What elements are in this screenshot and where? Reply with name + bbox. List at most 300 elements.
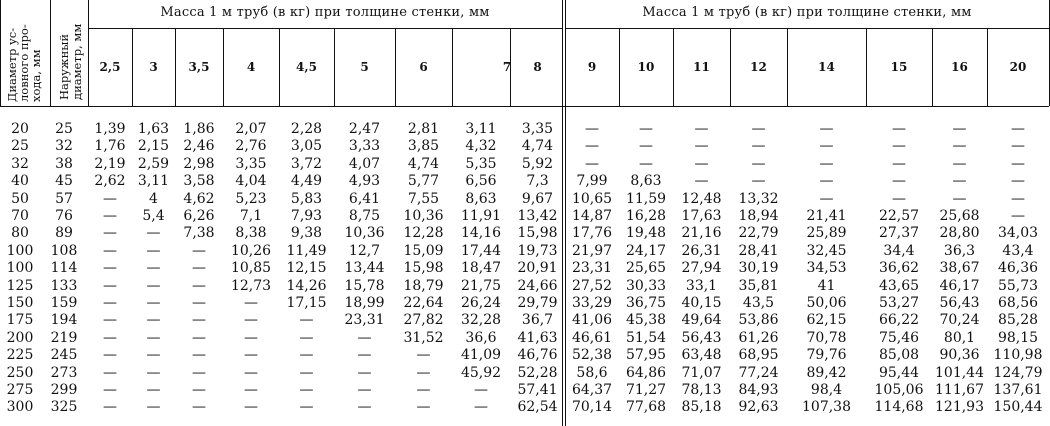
- table-cell: 64,37: [571, 382, 613, 398]
- table-cell: 100: [6, 242, 34, 259]
- table-cell: 21,41: [806, 208, 847, 224]
- table-cell: 32: [55, 138, 73, 155]
- table-cell: 68,95: [738, 347, 779, 364]
- table-cell: 10,36: [344, 225, 385, 242]
- table-cell: 8,63: [630, 173, 662, 190]
- table-cell: 24,17: [625, 242, 667, 259]
- table-cell: —: [103, 329, 117, 346]
- table-cell: 19,48: [625, 225, 667, 242]
- table-cell: 19,73: [517, 242, 558, 259]
- table-cell: 25: [11, 138, 29, 155]
- table-cell: 3,35: [521, 121, 554, 137]
- table-cell: 325: [50, 399, 78, 416]
- table-cell: 3,72: [290, 155, 323, 172]
- table-cell: —: [103, 382, 117, 398]
- table-cell: —: [103, 190, 117, 207]
- table-cell: —: [892, 190, 906, 207]
- table-cell: —: [103, 260, 117, 277]
- table-cell: 3,05: [290, 138, 323, 155]
- table-cell: 3,11: [137, 173, 170, 190]
- thickness-header: 5: [360, 60, 369, 74]
- table-cell: —: [357, 382, 372, 398]
- table-cell: 6,26: [183, 208, 215, 224]
- table-cell: 133: [50, 277, 78, 294]
- table-cell: —: [244, 399, 258, 416]
- table-cell: —: [474, 382, 488, 398]
- thickness-header: 4,5: [296, 60, 317, 74]
- table-cell: —: [244, 329, 258, 346]
- table-cell: 2,98: [183, 155, 215, 172]
- table-cell: 105,06: [874, 382, 924, 398]
- table-cell: 273: [50, 364, 78, 381]
- table-cell: —: [192, 382, 206, 398]
- table-cell: 33,1: [685, 277, 718, 294]
- table-cell: 27,52: [571, 277, 613, 294]
- table-cell: 58,6: [576, 364, 608, 381]
- table-cell: 45: [55, 173, 73, 190]
- table-cell: 2,46: [183, 138, 215, 155]
- table-cell: 84,93: [738, 382, 779, 398]
- table-cell: 2,76: [235, 138, 267, 155]
- table-cell: —: [892, 138, 906, 155]
- table-cell: 3,85: [407, 138, 440, 155]
- table-cell: 41,06: [571, 312, 613, 329]
- table-cell: 225: [6, 347, 34, 364]
- table-cell: 62,15: [806, 312, 847, 329]
- table-cell: —: [103, 364, 117, 381]
- table-cell: 25: [55, 121, 73, 137]
- table-cell: 18,94: [738, 208, 779, 224]
- table-cell: 200: [6, 329, 34, 346]
- thickness-header: 4: [246, 60, 256, 74]
- table-cell: 36,7: [521, 312, 554, 329]
- table-cell: 85,08: [878, 347, 920, 364]
- table-cell: 4,07: [348, 155, 381, 172]
- table-cell: —: [694, 155, 709, 172]
- table-cell: 34,53: [806, 260, 847, 277]
- table-cell: 27,82: [403, 312, 444, 329]
- table-cell: 3,58: [183, 173, 215, 190]
- table-cell: —: [751, 155, 766, 172]
- table-cell: 10,85: [230, 260, 272, 277]
- table-cell: 46,61: [571, 329, 613, 346]
- table-cell: 43,4: [1002, 242, 1034, 259]
- table-cell: 57,95: [625, 347, 667, 364]
- table-cell: 7,93: [290, 208, 323, 224]
- table-cell: —: [299, 347, 314, 364]
- thickness-header: 3,5: [188, 60, 210, 74]
- table-cell: 27,94: [681, 260, 722, 277]
- table-cell: 10,26: [230, 242, 272, 259]
- table-cell: 13,44: [344, 260, 385, 277]
- table-cell: 219: [50, 329, 78, 346]
- table-cell: 77,68: [625, 399, 667, 416]
- table-cell: 35,81: [738, 277, 779, 294]
- table-cell: —: [244, 364, 258, 381]
- table-cell: —: [146, 312, 161, 329]
- row-label-line: ловного про-: [17, 24, 31, 102]
- thickness-header: 15: [890, 60, 908, 74]
- table-cell: —: [357, 329, 372, 346]
- table-cell: 100: [6, 260, 34, 277]
- table-cell: 80: [11, 225, 29, 242]
- table-cell: —: [892, 155, 906, 172]
- thickness-header: 2,5: [99, 60, 121, 74]
- table-cell: 16,28: [625, 208, 667, 224]
- thickness-header: 14: [818, 60, 835, 74]
- table-cell: —: [357, 364, 372, 381]
- table-cell: 8,63: [465, 190, 497, 207]
- table-cell: 8,38: [235, 225, 267, 242]
- table-cell: 64,86: [625, 364, 667, 381]
- table-cell: 21,97: [571, 242, 613, 259]
- table-cell: —: [299, 364, 314, 381]
- table-cell: 75,46: [878, 329, 920, 346]
- table-cell: 125: [6, 277, 34, 294]
- table-cell: 114,68: [874, 399, 924, 416]
- table-cell: —: [357, 347, 372, 364]
- table-cell: 92,63: [738, 399, 779, 416]
- table-cell: 11,91: [460, 208, 502, 224]
- table-cell: 1,39: [94, 121, 126, 137]
- table-cell: —: [416, 382, 431, 398]
- table-cell: —: [192, 347, 206, 364]
- table-cell: 78,13: [681, 382, 722, 398]
- table-cell: 108: [50, 242, 78, 259]
- table-cell: 85,18: [681, 399, 722, 416]
- thickness-header: 9: [587, 60, 597, 74]
- table-cell: 14,26: [286, 277, 327, 294]
- table-cell: 70: [11, 208, 29, 224]
- table-cell: —: [639, 138, 653, 155]
- table-cell: 41,63: [517, 329, 558, 346]
- table-cell: —: [192, 329, 206, 346]
- table-cell: —: [585, 155, 599, 172]
- table-cell: 46,76: [517, 347, 558, 364]
- table-cell: 17,15: [286, 295, 327, 311]
- table-cell: —: [192, 364, 206, 381]
- table-cell: 77,24: [738, 364, 779, 381]
- table-cell: 40: [11, 173, 29, 190]
- table-cell: 2,47: [348, 121, 381, 137]
- table-cell: —: [103, 312, 117, 329]
- table-cell: 43,65: [878, 277, 920, 294]
- table-cell: —: [244, 382, 258, 398]
- table-cell: 300: [6, 399, 34, 416]
- table-cell: 36,62: [878, 260, 920, 277]
- table-cell: 2,19: [94, 155, 126, 172]
- table-cell: 5,35: [465, 155, 497, 172]
- table-cell: 159: [50, 295, 78, 311]
- table-cell: 43,5: [742, 295, 775, 311]
- table-cell: 23,31: [344, 312, 385, 329]
- table-cell: 25,68: [939, 208, 980, 224]
- table-cell: 57: [55, 190, 73, 207]
- table-cell: —: [819, 155, 834, 172]
- group-title-right: Масса 1 м труб (в кг) при толщине стенки, мм: [642, 5, 972, 20]
- table-cell: 63,48: [681, 347, 722, 364]
- table-cell: 1,86: [183, 121, 215, 137]
- table-cell: —: [694, 138, 709, 155]
- table-cell: 41: [817, 277, 836, 294]
- table-cell: 299: [50, 382, 78, 398]
- table-cell: —: [192, 277, 206, 294]
- table-cell: 14,87: [571, 208, 613, 224]
- table-cell: 14,16: [460, 225, 502, 242]
- table-cell: 71,07: [681, 364, 722, 381]
- table-cell: —: [819, 173, 834, 190]
- table-cell: —: [952, 190, 967, 207]
- table-cell: 11,49: [286, 242, 327, 259]
- table-cell: 15,09: [403, 242, 444, 259]
- table-cell: 45,92: [460, 364, 502, 381]
- table-cell: 90,36: [939, 347, 980, 364]
- column-divider: [0, 0, 1, 106]
- table-cell: —: [416, 364, 431, 381]
- table-cell: 66,22: [878, 312, 920, 329]
- table-cell: 6,56: [465, 173, 497, 190]
- table-cell: 22,57: [878, 208, 920, 224]
- table-cell: 53,27: [878, 295, 920, 311]
- table-cell: 121,93: [935, 399, 984, 416]
- table-cell: —: [1011, 190, 1025, 207]
- table-cell: —: [103, 295, 117, 311]
- table-cell: 175: [6, 312, 34, 329]
- table-cell: 80,1: [943, 329, 976, 346]
- table-cell: 55,73: [997, 277, 1039, 294]
- table-cell: 2,81: [407, 121, 440, 137]
- table-cell: 32,45: [806, 242, 847, 259]
- table-cell: —: [585, 121, 599, 137]
- table-cell: 194: [50, 312, 78, 329]
- table-cell: —: [819, 121, 834, 137]
- table-cell: 34,4: [883, 242, 915, 259]
- table-cell: 6,41: [348, 190, 381, 207]
- table-cell: —: [694, 173, 709, 190]
- table-cell: —: [103, 208, 117, 224]
- table-cell: —: [146, 242, 161, 259]
- table-cell: —: [146, 399, 161, 416]
- table-cell: —: [299, 312, 314, 329]
- table-cell: 13,32: [738, 190, 779, 207]
- table-cell: 62,54: [517, 399, 558, 416]
- table-cell: 5,77: [407, 173, 440, 190]
- table-cell: 4,04: [235, 173, 267, 190]
- table-cell: 1,76: [94, 138, 126, 155]
- table-cell: 15,98: [517, 225, 558, 242]
- table-cell: 56,43: [681, 329, 722, 346]
- row-label-line: Диаметр ус-: [5, 27, 19, 102]
- table-cell: —: [585, 138, 599, 155]
- table-cell: —: [952, 138, 967, 155]
- table-cell: 9,67: [521, 190, 554, 207]
- table-cell: 98,15: [997, 329, 1039, 346]
- table-cell: 4,93: [348, 173, 381, 190]
- table-cell: —: [819, 190, 834, 207]
- table-cell: 98,4: [810, 382, 843, 398]
- table-cell: 38,67: [939, 260, 980, 277]
- thickness-header: 6: [419, 60, 428, 74]
- table-cell: 40,15: [681, 295, 722, 311]
- table-cell: —: [103, 242, 117, 259]
- thickness-header: 7: [502, 60, 512, 74]
- table-cell: 30,33: [625, 277, 667, 294]
- table-cell: 7,99: [576, 173, 608, 190]
- table-cell: —: [892, 121, 906, 137]
- table-cell: 107,38: [802, 399, 851, 416]
- table-cell: 2,07: [235, 121, 267, 137]
- table-cell: —: [892, 173, 906, 190]
- table-cell: 29,79: [517, 295, 558, 311]
- table-cell: 28,41: [738, 242, 779, 259]
- table-cell: 137,61: [993, 382, 1043, 398]
- table-cell: —: [952, 173, 967, 190]
- table-cell: —: [1011, 173, 1025, 190]
- table-cell: 1,63: [137, 121, 170, 137]
- table-cell: 56,43: [939, 295, 980, 311]
- table-cell: —: [474, 399, 488, 416]
- table-cell: 70,78: [806, 329, 847, 346]
- table-cell: 25,89: [806, 225, 847, 242]
- table-cell: 18,99: [344, 295, 385, 311]
- table-cell: —: [639, 121, 653, 137]
- table-cell: 20,91: [517, 260, 558, 277]
- table-cell: 4: [149, 190, 158, 207]
- table-cell: 53,86: [738, 312, 779, 329]
- table-cell: —: [192, 399, 206, 416]
- header-bottom-rule: [0, 106, 1049, 107]
- outer-diameter-label-line: диаметр, мм: [70, 23, 84, 100]
- table-cell: 17,63: [681, 208, 722, 224]
- table-cell: 76: [55, 208, 73, 224]
- thickness-header: 11: [693, 60, 710, 74]
- table-cell: —: [416, 399, 431, 416]
- table-cell: 28,80: [939, 225, 980, 242]
- table-cell: —: [192, 242, 206, 259]
- table-cell: 111,67: [935, 382, 984, 398]
- table-cell: 18,47: [460, 260, 502, 277]
- table-cell: —: [1011, 138, 1025, 155]
- table-cell: 70,24: [939, 312, 980, 329]
- table-cell: 89: [55, 225, 73, 242]
- table-cell: 70,14: [571, 399, 613, 416]
- table-cell: 2,62: [94, 173, 126, 190]
- table-cell: 4,74: [521, 138, 554, 155]
- table-cell: 150,44: [993, 399, 1043, 416]
- table-cell: 26,31: [681, 242, 722, 259]
- table-cell: 22,79: [738, 225, 779, 242]
- table-cell: —: [416, 347, 431, 364]
- table-cell: —: [952, 121, 967, 137]
- table-cell: 5,83: [290, 190, 323, 207]
- table-cell: 22,64: [403, 295, 444, 311]
- table-cell: —: [146, 225, 161, 242]
- thickness-header: 12: [750, 60, 767, 74]
- table-cell: 12,73: [230, 277, 272, 294]
- table-cell: —: [244, 295, 258, 311]
- table-cell: 25,65: [625, 260, 667, 277]
- table-cell: 27,37: [878, 225, 920, 242]
- table-cell: 2,28: [290, 121, 323, 137]
- table-cell: 21,75: [460, 277, 502, 294]
- table-cell: 10,65: [571, 190, 613, 207]
- table-cell: 110,98: [993, 347, 1043, 364]
- table-cell: 21,16: [681, 225, 722, 242]
- table-cell: 124,79: [993, 364, 1043, 381]
- table-cell: 17,44: [460, 242, 502, 259]
- outer-diameter-label-line: Наружный: [57, 33, 71, 100]
- table-cell: —: [952, 155, 967, 172]
- table-cell: 3,11: [465, 121, 497, 137]
- table-cell: —: [639, 155, 653, 172]
- table-cell: 50,06: [806, 295, 847, 311]
- table-cell: 50: [11, 190, 29, 207]
- table-cell: 34,03: [997, 225, 1039, 242]
- table-cell: 38: [55, 155, 73, 172]
- group-title-left: Масса 1 м труб (в кг) при толщине стенки, мм: [160, 5, 490, 20]
- table-cell: 5,4: [142, 208, 165, 224]
- table-cell: 9,38: [290, 225, 323, 242]
- table-cell: 8,75: [348, 208, 381, 224]
- table-cell: 13,42: [517, 208, 558, 224]
- table-cell: 275: [6, 382, 34, 398]
- table-cell: —: [146, 277, 161, 294]
- table-cell: 79,76: [806, 347, 847, 364]
- table-cell: —: [146, 382, 161, 398]
- table-cell: 4,32: [465, 138, 497, 155]
- table-cell: —: [694, 121, 709, 137]
- table-cell: —: [146, 260, 161, 277]
- table-cell: 7,38: [183, 225, 215, 242]
- table-cell: 3,33: [348, 138, 381, 155]
- table-cell: 11,59: [625, 190, 667, 207]
- table-cell: 15,78: [344, 277, 385, 294]
- table-cell: 7,3: [526, 173, 549, 190]
- table-cell: —: [751, 121, 766, 137]
- table-cell: 30,19: [738, 260, 779, 277]
- table-cell: —: [146, 364, 161, 381]
- thickness-header: 3: [149, 60, 158, 74]
- table-cell: 12,7: [348, 242, 381, 259]
- table-cell: 150: [6, 295, 34, 311]
- table-cell: —: [103, 277, 117, 294]
- table-cell: 101,44: [935, 364, 984, 381]
- table-cell: —: [299, 329, 314, 346]
- table-cell: —: [1011, 208, 1025, 224]
- table-cell: 89,42: [806, 364, 847, 381]
- table-cell: 32: [11, 155, 29, 172]
- table-cell: 51,54: [625, 329, 667, 346]
- table-cell: —: [103, 347, 117, 364]
- thickness-header: 8: [533, 60, 542, 74]
- table-cell: —: [146, 295, 161, 311]
- table-cell: 5,23: [235, 190, 267, 207]
- table-cell: 12,48: [681, 190, 722, 207]
- table-cell: 7,1: [239, 208, 263, 224]
- table-cell: 3,35: [235, 155, 267, 172]
- table-cell: 46,17: [939, 277, 980, 294]
- table-cell: —: [146, 347, 161, 364]
- thickness-header: 10: [637, 60, 655, 74]
- table-cell: —: [357, 399, 372, 416]
- table-cell: —: [299, 382, 314, 398]
- table-cell: —: [819, 138, 834, 155]
- table-cell: —: [244, 347, 258, 364]
- table-cell: 18,79: [403, 277, 444, 294]
- table-cell: 36,6: [465, 329, 497, 346]
- table-cell: 4,62: [183, 190, 215, 207]
- row-label-line: хода, мм: [29, 49, 43, 102]
